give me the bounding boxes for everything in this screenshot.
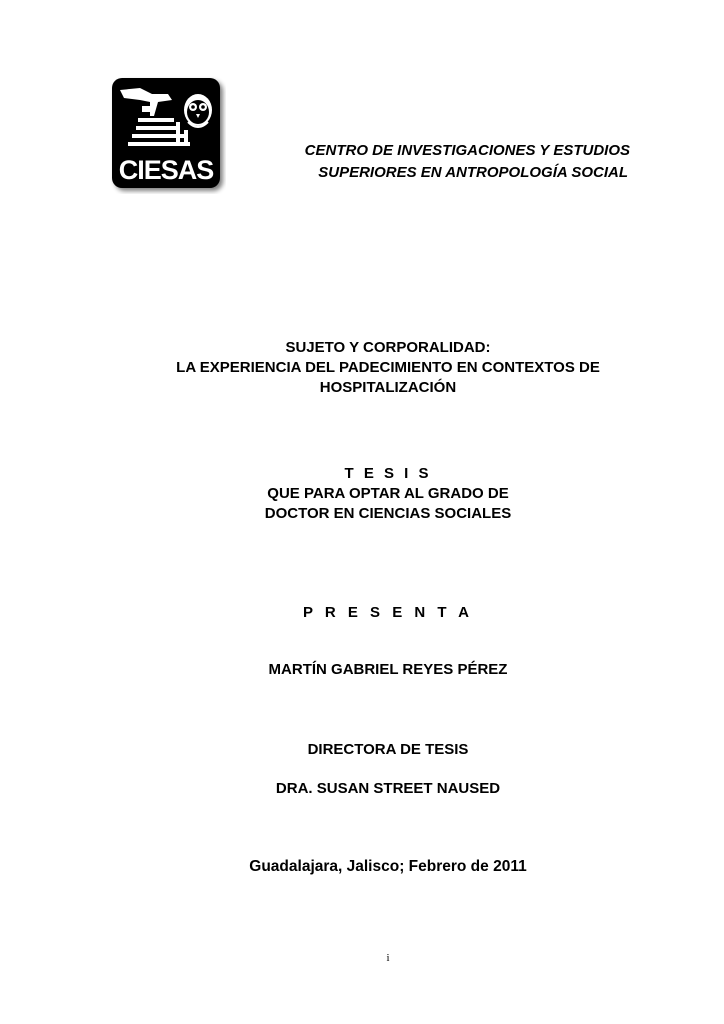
tesis-label: T E S I S <box>344 465 432 482</box>
logo-wordmark: CIESAS <box>118 155 214 185</box>
thesis-title-line-1: SUJETO Y CORPORALIDAD: <box>285 339 491 356</box>
presenta-label: P R E S E N T A <box>302 604 474 621</box>
director-name: DRA. SUSAN STREET NAUSED <box>275 780 501 797</box>
degree-line-2: DOCTOR EN CIENCIAS SOCIALES <box>264 505 512 522</box>
institution-name <box>240 140 650 184</box>
institution-line-2: SUPERIORES EN ANTROPOLOGÍA SOCIAL <box>318 164 628 181</box>
thesis-title-line-3: HOSPITALIZACIÓN <box>319 379 457 396</box>
author-name: MARTÍN GABRIEL REYES PÉREZ <box>268 661 508 678</box>
thesis-title <box>0 338 724 398</box>
page-number: i <box>386 952 390 964</box>
institution-line-1: CENTRO DE INVESTIGACIONES Y ESTUDIOS <box>304 142 630 159</box>
director-label: DIRECTORA DE TESIS <box>307 741 469 758</box>
degree-line-1: QUE PARA OPTAR AL GRADO DE <box>267 485 509 502</box>
thesis-title-line-2: LA EXPERIENCIA DEL PADECIMIENTO EN CONTEXTOS DE <box>176 359 600 376</box>
degree-statement <box>0 464 724 524</box>
ciesas-logo <box>110 76 226 194</box>
place-date: Guadalajara, Jalisco; Febrero de 2011 <box>249 858 527 875</box>
